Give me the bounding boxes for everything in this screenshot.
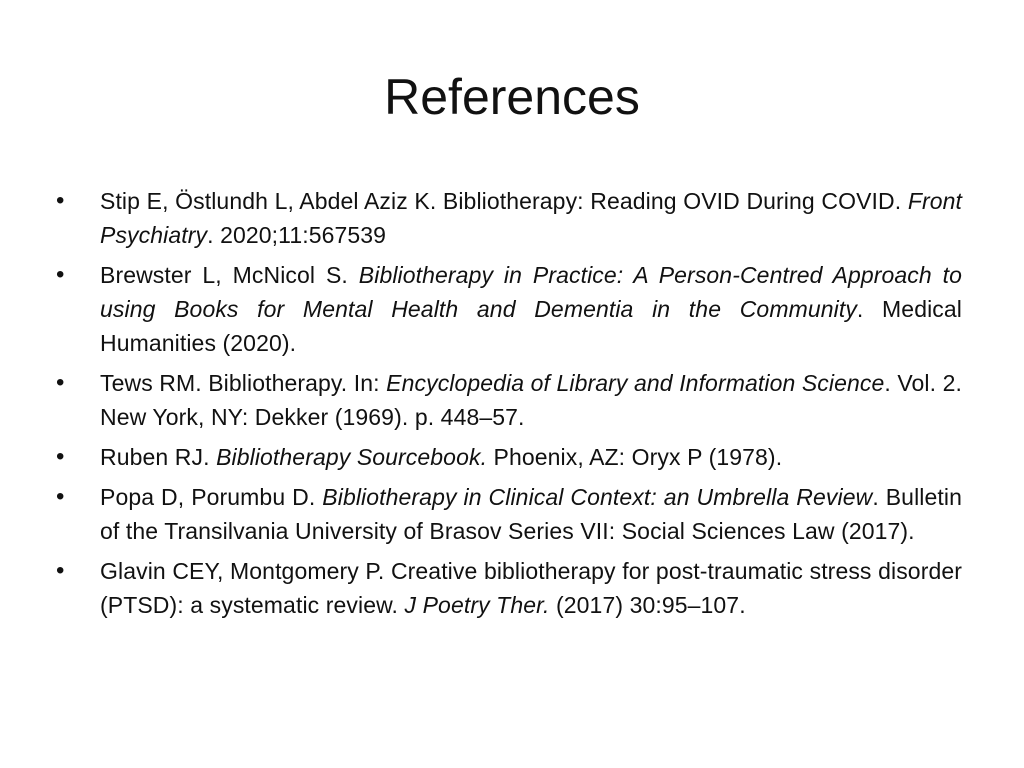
reference-item xyxy=(56,480,962,548)
reference-plain-text: Phoenix, AZ: Oryx P (1978). xyxy=(487,444,783,470)
reference-italic-text: Bibliotherapy Sourcebook. xyxy=(216,444,488,470)
reference-plain-text: . Vol. 2. New York, NY: Dekker (1969). p. 448–57. xyxy=(100,370,962,430)
reference-item xyxy=(56,440,962,474)
reference-plain-text: Tews RM. Bibliotherapy. In: xyxy=(100,370,387,396)
reference-plain-text: Popa D, Porumbu D. xyxy=(100,484,323,510)
reference-italic-text: Bibliotherapy in Practice: A Person-Centred Approach to using Books for Mental Health and Dementia in the Community xyxy=(100,262,962,322)
reference-text xyxy=(100,188,962,248)
reference-plain-text: . Bulletin of the Transilvania University of Brasov Series VII: Social Sciences Law (2017). xyxy=(100,484,962,544)
reference-text xyxy=(100,558,962,618)
reference-plain-text: Ruben RJ. xyxy=(100,444,217,470)
reference-item xyxy=(56,366,962,434)
bullet-icon: • xyxy=(56,369,65,396)
reference-text xyxy=(100,444,782,470)
bullet-icon: • xyxy=(56,187,65,214)
reference-plain-text: (2017) 30:95–107. xyxy=(549,592,746,618)
bullet-icon: • xyxy=(56,261,65,288)
reference-italic-text: J Poetry Ther. xyxy=(404,592,550,618)
reference-list xyxy=(56,184,962,628)
reference-plain-text: Brewster L, McNicol S. xyxy=(100,262,359,288)
reference-plain-text: Glavin CEY, Montgomery P. Creative bibliotherapy for post-traumatic stress disorder (PTSD): a systematic review. xyxy=(100,558,962,618)
reference-plain-text: Stip E, Östlundh L, Abdel Aziz K. Bibliotherapy: Reading OVID During COVID. xyxy=(100,188,908,214)
reference-text xyxy=(100,370,962,430)
reference-italic-text: Encyclopedia of Library and Information Science xyxy=(386,370,885,396)
reference-text xyxy=(100,262,962,356)
reference-item xyxy=(56,554,962,622)
reference-plain-text: . Medical Humanities (2020). xyxy=(100,296,962,356)
bullet-icon: • xyxy=(56,557,65,584)
reference-plain-text: . 2020;11:567539 xyxy=(207,222,387,248)
reference-italic-text: Bibliotherapy in Clinical Context: an Umbrella Review xyxy=(322,484,873,510)
bullet-icon: • xyxy=(56,483,65,510)
bullet-icon: • xyxy=(56,443,65,470)
reference-item xyxy=(56,184,962,252)
reference-text xyxy=(100,484,962,544)
reference-item xyxy=(56,258,962,360)
slide-title: References xyxy=(384,69,640,125)
reference-italic-text: Front Psychiatry xyxy=(100,188,962,248)
